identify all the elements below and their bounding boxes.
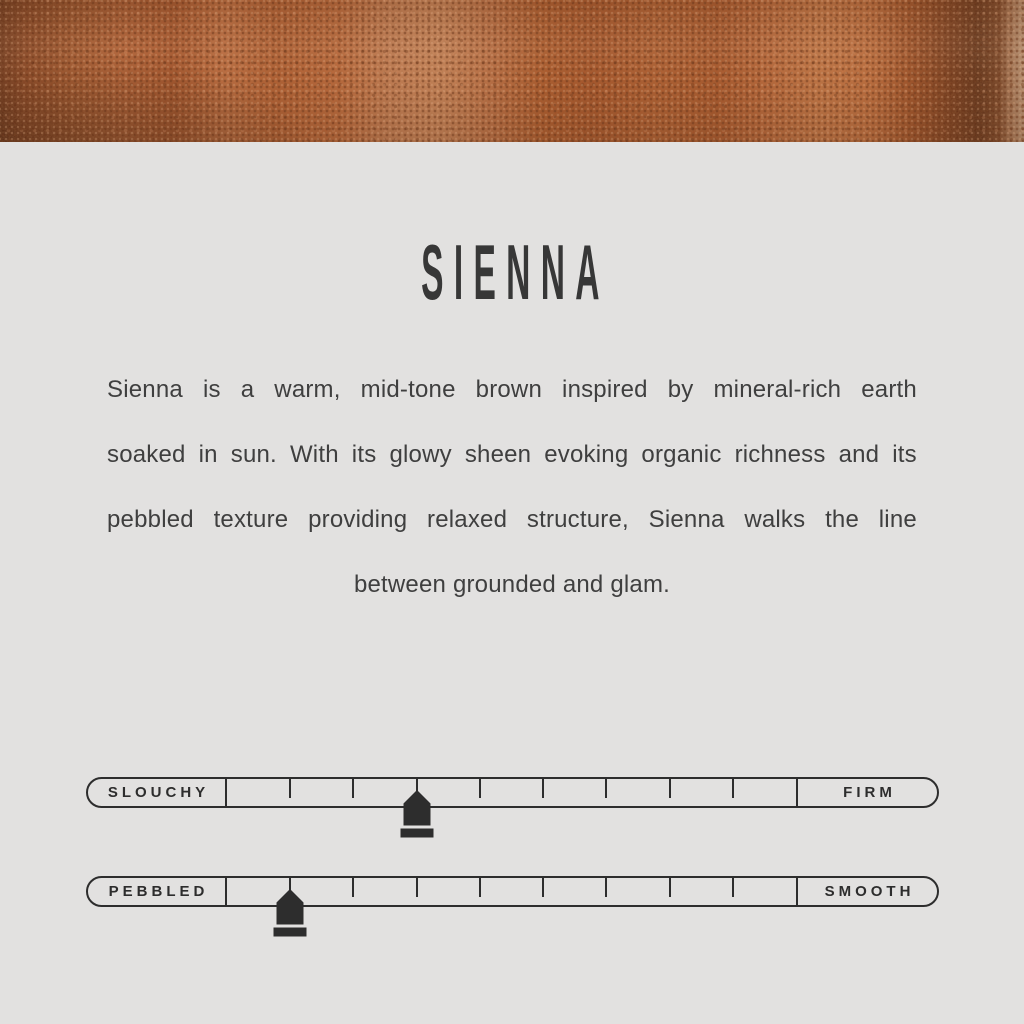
word: inspired bbox=[562, 375, 648, 403]
word: glowy bbox=[389, 440, 452, 468]
word: structure, bbox=[526, 505, 629, 533]
texture-scale-slider bbox=[86, 876, 939, 907]
word: evoking bbox=[544, 440, 629, 468]
tick-mark bbox=[669, 878, 671, 897]
word: soaked bbox=[107, 440, 186, 468]
description-line: between grounded and glam. bbox=[353, 571, 671, 598]
tick-mark bbox=[289, 779, 291, 798]
word: Sienna bbox=[648, 505, 725, 533]
slider-scale bbox=[227, 779, 796, 806]
tick-mark bbox=[669, 779, 671, 798]
word: its bbox=[351, 440, 377, 468]
word: richness bbox=[734, 440, 826, 468]
tick-mark bbox=[542, 779, 544, 798]
word: mid-tone bbox=[360, 375, 456, 403]
word: by bbox=[667, 375, 694, 403]
slider-scale bbox=[227, 878, 796, 905]
word: mineral-rich bbox=[713, 375, 842, 403]
word: sun. bbox=[230, 440, 277, 468]
word: its bbox=[892, 440, 917, 468]
tick-mark bbox=[416, 878, 418, 897]
slider-left-label: SLOUCHY bbox=[88, 779, 227, 806]
leather-texture-image bbox=[0, 0, 1024, 142]
word: walks bbox=[744, 505, 806, 533]
word: providing bbox=[308, 505, 408, 533]
word: brown bbox=[475, 375, 543, 403]
page-title: SIENNA bbox=[421, 228, 610, 316]
tick-mark bbox=[605, 779, 607, 798]
tick-mark bbox=[289, 878, 291, 897]
word: With bbox=[289, 440, 339, 468]
color-description-paragraph bbox=[107, 357, 917, 617]
tick-mark bbox=[416, 779, 418, 798]
leather-noise-overlay bbox=[0, 0, 1024, 142]
slider-left-label: PEBBLED bbox=[88, 878, 227, 905]
word: is bbox=[202, 375, 221, 403]
tick-mark bbox=[542, 878, 544, 897]
tick-mark bbox=[479, 779, 481, 798]
slider-right-label: SMOOTH bbox=[796, 878, 937, 905]
tick-mark bbox=[352, 878, 354, 897]
word: organic bbox=[641, 440, 722, 468]
slider-right-label: FIRM bbox=[796, 779, 937, 806]
tick-mark bbox=[732, 878, 734, 897]
word: and bbox=[838, 440, 880, 468]
slider-track bbox=[86, 876, 939, 907]
word: pebbled bbox=[107, 505, 194, 533]
word: sheen bbox=[464, 440, 532, 468]
word: the bbox=[825, 505, 860, 533]
structure-scale-slider bbox=[86, 777, 939, 808]
word: in bbox=[198, 440, 218, 468]
word: line bbox=[878, 505, 917, 533]
description-line bbox=[107, 487, 917, 552]
description-line bbox=[107, 357, 917, 422]
word: a bbox=[240, 375, 255, 403]
word: texture bbox=[213, 505, 289, 533]
tick-mark bbox=[479, 878, 481, 897]
word: earth bbox=[861, 375, 917, 403]
word: relaxed bbox=[427, 505, 508, 533]
tick-mark bbox=[352, 779, 354, 798]
slider-track bbox=[86, 777, 939, 808]
tick-mark bbox=[732, 779, 734, 798]
tick-mark bbox=[605, 878, 607, 897]
word: Sienna bbox=[107, 375, 183, 403]
word: warm, bbox=[274, 375, 341, 403]
description-line bbox=[107, 422, 917, 487]
